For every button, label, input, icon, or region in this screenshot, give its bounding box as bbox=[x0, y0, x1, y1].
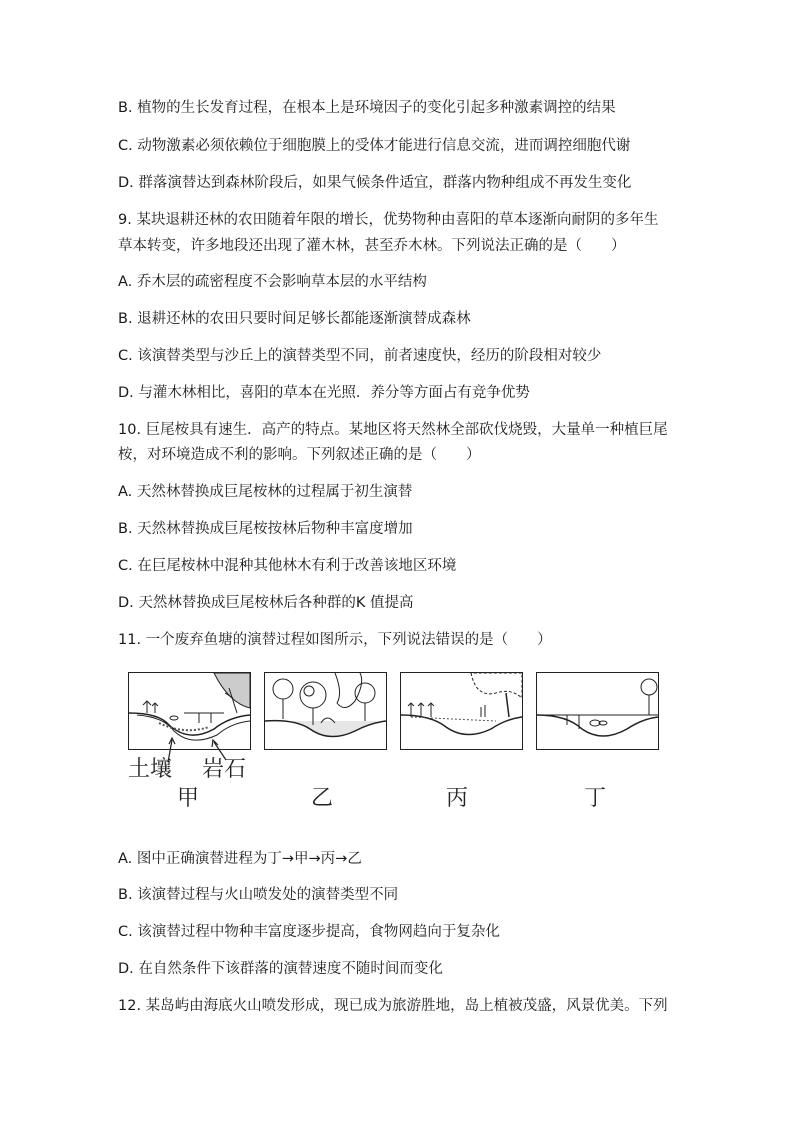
pond-succession-figure bbox=[128, 672, 673, 822]
panel-yi bbox=[264, 672, 387, 750]
option-d: D. 天然林替换成巨尾桉林后各种群的K 值提高 bbox=[118, 595, 414, 611]
option-b: B. 退耕还林的农田只要时间足够长都能逐渐演替成森林 bbox=[118, 311, 471, 327]
soil-label: 土壤 bbox=[128, 757, 173, 782]
option-b: B. 天然林替换成巨尾桉按林后物种丰富度增加 bbox=[118, 521, 413, 537]
option-d: D. 在自然条件下该群落的演替速度不随时间而变化 bbox=[118, 961, 443, 977]
option-c: C. 该演替类型与沙丘上的演替类型不同，前者速度快，经历的阶段相对较少 bbox=[118, 348, 602, 364]
option-d: D. 与灌木林相比，喜阳的草本在光照．养分等方面占有竞争优势 bbox=[118, 385, 530, 401]
text-line: 桉，对环境造成不利的影响。下列叙述正确的是（ ） bbox=[118, 447, 481, 463]
option-a: A. 乔木层的疏密程度不会影响草本层的水平结构 bbox=[118, 274, 427, 290]
panel-label: 乙 bbox=[311, 786, 334, 811]
text-line: 草本转变，许多地段还出现了灌木林，甚至乔木林。下列说法正确的是（ ） bbox=[118, 238, 626, 254]
option-a: A. 天然林替换成巨尾桉林的过程属于初生演替 bbox=[118, 484, 413, 500]
text-line: B. 植物的生长发育过程，在根本上是环境因子的变化引起多种激素调控的结果 bbox=[118, 100, 616, 116]
text-line: C. 动物激素必须依赖位于细胞膜上的受体才能进行信息交流，进而调控细胞代谢 bbox=[118, 138, 631, 154]
option-c: C. 在巨尾桉林中混种其他林木有利于改善该地区环境 bbox=[118, 558, 457, 574]
panel-ding bbox=[536, 672, 659, 750]
option-a: A. 图中正确演替进程为丁→甲→丙→乙 bbox=[118, 851, 362, 867]
panel-bing bbox=[400, 672, 523, 750]
rock-label: 岩石 bbox=[202, 757, 247, 782]
panel-label: 丙 bbox=[446, 786, 469, 811]
option-b: B. 该演替过程与火山喷发处的演替类型不同 bbox=[118, 887, 399, 903]
question-12-stem: 12. 某岛屿由海底火山喷发形成，现已成为旅游胜地，岛上植被茂盛，风景优美。下列 bbox=[118, 998, 668, 1014]
question-10-stem: 10. 巨尾桉具有速生．高产的特点。某地区将天然林全部砍伐烧毁，大量单一种植巨尾 bbox=[118, 422, 668, 438]
text-line: D. 群落演替达到森林阶段后，如果气候条件适宜，群落内物种组成不再发生变化 bbox=[118, 175, 632, 191]
panel-label: 丁 bbox=[584, 786, 607, 811]
panel-label: 甲 bbox=[177, 786, 200, 811]
question-11-stem: 11. 一个废弃鱼塘的演替过程如图所示，下列说法错误的是（ ） bbox=[118, 632, 552, 648]
option-c: C. 该演替过程中物种丰富度逐步提高，食物网趋向于复杂化 bbox=[118, 924, 500, 940]
question-9-stem: 9. 某块退耕还林的农田随着年限的增长，优势物种由喜阳的草本逐渐向耐阴的多年生 bbox=[118, 212, 659, 228]
